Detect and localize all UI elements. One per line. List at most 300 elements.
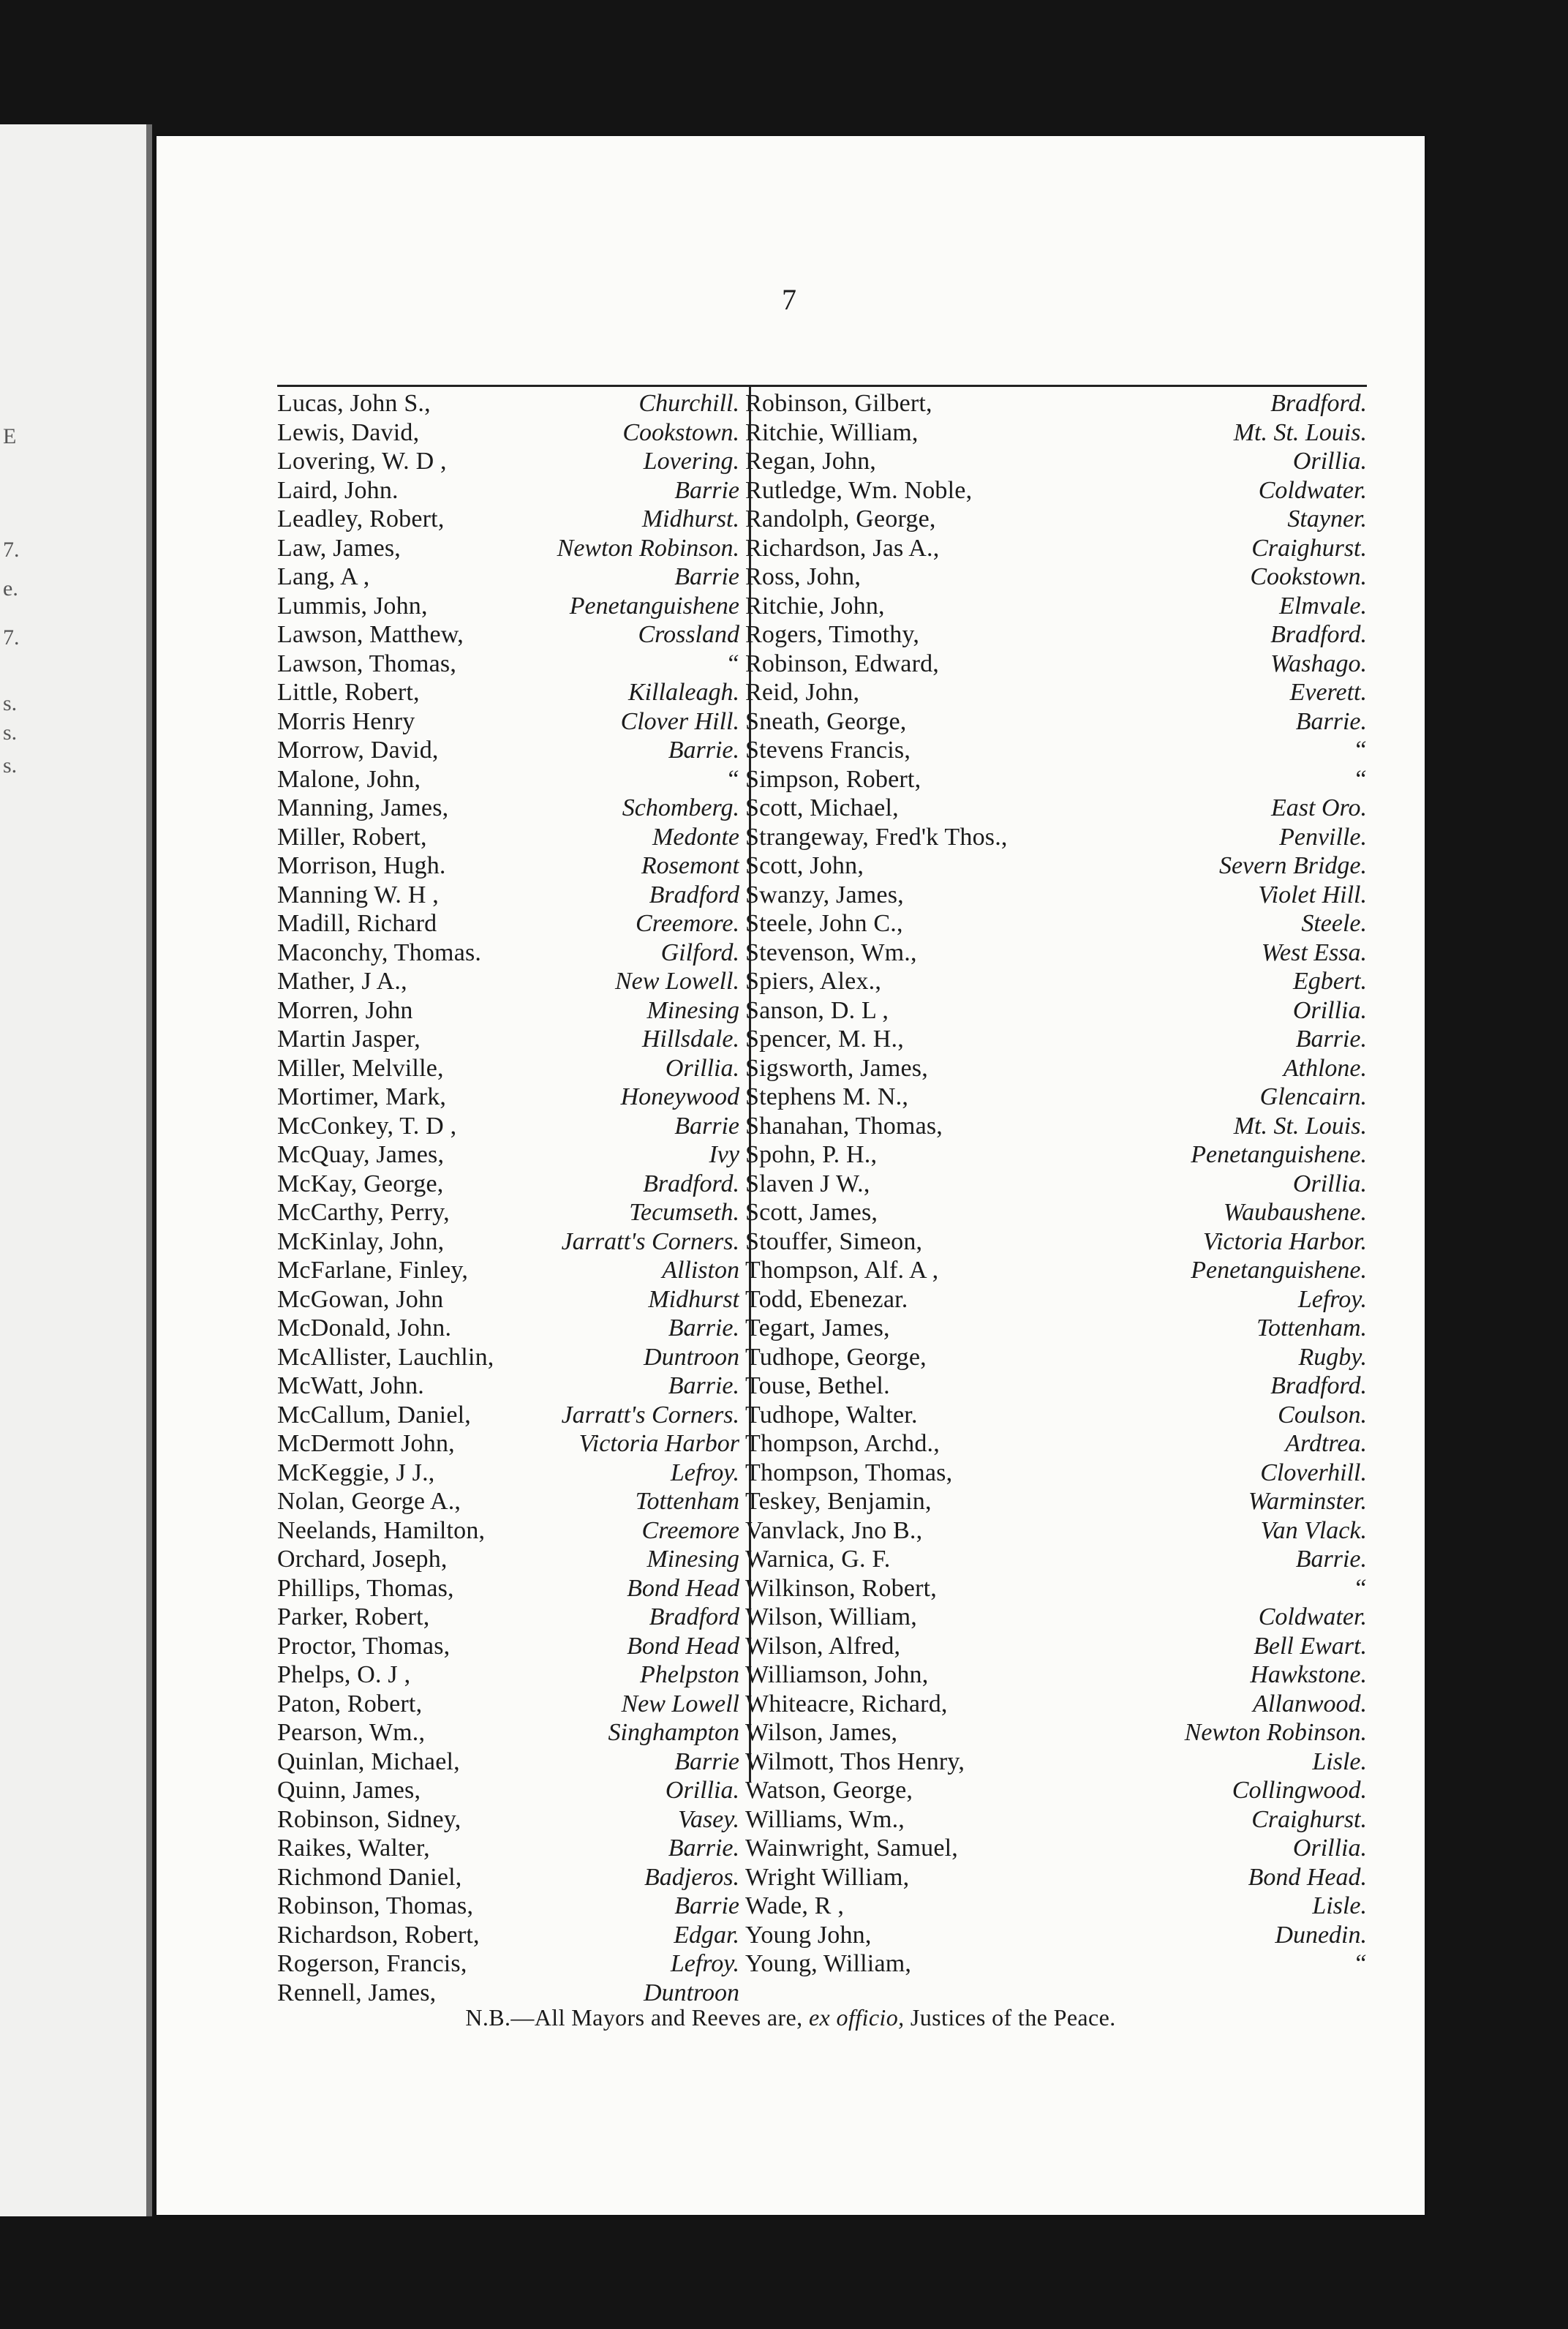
- place-name: Cloverhill.: [1260, 1459, 1367, 1486]
- list-item: [745, 1459, 1367, 1488]
- list-item: [277, 1660, 739, 1690]
- list-item: [277, 1747, 739, 1777]
- person-name: Strangeway, Fred'k Thos.,: [745, 823, 1008, 851]
- person-name: Scott, John,: [745, 852, 864, 879]
- footnote: [157, 2004, 1425, 2031]
- person-name: Thompson, Thomas,: [745, 1459, 953, 1486]
- list-item: [745, 534, 1367, 563]
- list-item: [277, 1285, 739, 1314]
- place-name: Coulson.: [1278, 1401, 1367, 1429]
- place-name: “: [1353, 1574, 1367, 1602]
- place-name: Orillia.: [1292, 1170, 1367, 1197]
- person-name: Law, James,: [277, 534, 401, 562]
- place-name: Creemore: [641, 1516, 739, 1544]
- place-name: Bradford.: [643, 1170, 739, 1197]
- list-item: [745, 563, 1367, 592]
- list-item: [745, 1170, 1367, 1199]
- list-item: [745, 505, 1367, 534]
- list-item: [277, 1603, 739, 1632]
- list-item: [745, 620, 1367, 650]
- place-name: Minesing: [647, 996, 739, 1024]
- place-name: Tecumseth.: [629, 1199, 739, 1226]
- list-item: [745, 1429, 1367, 1459]
- place-name: Violet Hill.: [1258, 881, 1367, 908]
- person-name: Spencer, M. H.,: [745, 1026, 904, 1053]
- person-name: McAllister, Lauchlin,: [277, 1343, 494, 1371]
- list-item: [745, 765, 1367, 794]
- list-item: [745, 1401, 1367, 1430]
- footnote-italic: ex officio,: [808, 2004, 905, 2031]
- list-item: [745, 1949, 1367, 1979]
- facing-page: [0, 124, 152, 2216]
- list-item: [277, 909, 739, 938]
- place-name: Orillia.: [665, 1054, 739, 1082]
- place-name: Coldwater.: [1258, 476, 1367, 504]
- place-name: Allanwood.: [1253, 1690, 1367, 1717]
- person-name: McDermott John,: [277, 1430, 455, 1457]
- person-name: Lawson, Thomas,: [277, 650, 457, 677]
- place-name: Schomberg.: [622, 794, 739, 821]
- place-name: Cookstown.: [622, 418, 739, 446]
- list-item: [277, 1429, 739, 1459]
- person-name: Pearson, Wm.,: [277, 1719, 426, 1746]
- list-item: [745, 1314, 1367, 1343]
- person-name: Ross, John,: [745, 563, 862, 590]
- person-name: Quinlan, Michael,: [277, 1747, 460, 1775]
- person-name: Orchard, Joseph,: [277, 1546, 448, 1573]
- person-name: Vanvlack, Jno B.,: [745, 1516, 923, 1544]
- place-name: Glencairn.: [1259, 1083, 1367, 1110]
- place-name: Ardtrea.: [1285, 1430, 1367, 1457]
- list-item: [745, 1747, 1367, 1777]
- person-name: Martin Jasper,: [277, 1026, 421, 1053]
- margin-fragment: E: [3, 424, 17, 448]
- list-item: [277, 1314, 739, 1343]
- person-name: Regan, John,: [745, 448, 876, 475]
- list-item: [745, 1776, 1367, 1805]
- person-name: Tudhope, Walter.: [745, 1401, 918, 1429]
- list-item: [745, 650, 1367, 679]
- person-name: Parker, Robert,: [277, 1603, 430, 1630]
- person-name: Williams, Wm.,: [745, 1805, 905, 1833]
- list-item: [277, 1198, 739, 1227]
- place-name: “: [1353, 737, 1367, 764]
- place-name: Medonte: [652, 823, 739, 851]
- person-name: Whiteacre, Richard,: [745, 1690, 948, 1717]
- place-name: Newton Robinson.: [1184, 1719, 1367, 1746]
- place-name: Elmvale.: [1279, 592, 1367, 620]
- list-item: [277, 1083, 739, 1112]
- place-name: Lefroy.: [1297, 1285, 1367, 1313]
- person-name: McDonald, John.: [277, 1314, 452, 1342]
- place-name: Tottenham: [635, 1488, 739, 1515]
- list-item: [745, 881, 1367, 910]
- person-name: Raikes, Walter,: [277, 1835, 430, 1862]
- person-name: Little, Robert,: [277, 679, 420, 706]
- place-name: Bradford.: [1270, 621, 1367, 648]
- place-name: Lovering.: [643, 448, 739, 475]
- person-name: Sneath, George,: [745, 707, 907, 735]
- facing-page-gutter: [146, 124, 152, 2216]
- place-name: Bond Head: [627, 1632, 739, 1660]
- margin-fragment: 7.: [3, 625, 20, 650]
- list-item: [277, 881, 739, 910]
- person-name: Leadley, Robert,: [277, 505, 445, 533]
- place-name: Barrie: [674, 1112, 739, 1140]
- person-name: Stouffer, Simeon,: [745, 1227, 923, 1255]
- place-name: Lisle.: [1312, 1892, 1367, 1919]
- place-name: Bradford.: [1270, 390, 1367, 417]
- person-name: Teskey, Benjamin,: [745, 1488, 932, 1515]
- list-item: [745, 707, 1367, 737]
- list-item: [745, 678, 1367, 707]
- list-item: [745, 1487, 1367, 1516]
- person-name: Paton, Robert,: [277, 1690, 423, 1717]
- person-name: Touse, Bethel.: [745, 1372, 890, 1399]
- list-item: [745, 1718, 1367, 1747]
- person-name: McKinlay, John,: [277, 1227, 445, 1255]
- person-name: Watson, George,: [745, 1777, 913, 1804]
- list-item: [745, 1198, 1367, 1227]
- place-name: Barrie.: [668, 1314, 739, 1342]
- list-item: [277, 1025, 739, 1054]
- person-name: Lovering, W. D ,: [277, 448, 447, 475]
- margin-fragment: 7.: [3, 538, 20, 562]
- place-name: Bond Head: [627, 1574, 739, 1602]
- place-name: “: [725, 650, 739, 677]
- place-name: Penville.: [1279, 823, 1367, 851]
- place-name: Barrie.: [668, 737, 739, 764]
- list-item: [277, 794, 739, 823]
- person-name: Stevens Francis,: [745, 737, 911, 764]
- person-name: Robinson, Sidney,: [277, 1805, 461, 1833]
- person-name: Morrow, David,: [277, 737, 439, 764]
- list-item: [277, 1979, 739, 2008]
- person-name: Wainwright, Samuel,: [745, 1835, 958, 1862]
- place-name: Duntroon: [644, 1979, 739, 2006]
- place-name: Bradford.: [1270, 1372, 1367, 1399]
- person-name: Shanahan, Thomas,: [745, 1112, 943, 1140]
- list-item: [277, 563, 739, 592]
- place-name: Severn Bridge.: [1218, 852, 1367, 879]
- place-name: Honeywood: [620, 1083, 739, 1110]
- list-item: [745, 1921, 1367, 1950]
- place-name: Crossland: [638, 621, 739, 648]
- margin-fragment: s.: [3, 720, 18, 745]
- place-name: East Oro.: [1271, 794, 1367, 821]
- person-name: Todd, Ebenezar.: [745, 1285, 908, 1313]
- person-name: Steele, John C.,: [745, 910, 903, 937]
- place-name: Craighurst.: [1251, 534, 1367, 562]
- person-name: Young John,: [745, 1921, 872, 1949]
- margin-fragment: s.: [3, 691, 18, 715]
- place-name: Minesing: [647, 1546, 739, 1573]
- person-name: Rutledge, Wm. Noble,: [745, 476, 973, 504]
- person-name: McConkey, T. D ,: [277, 1112, 457, 1140]
- place-name: Craighurst.: [1251, 1805, 1367, 1833]
- place-name: Phelpston: [640, 1661, 739, 1688]
- person-name: Randolph, George,: [745, 505, 936, 533]
- person-name: Wilson, William,: [745, 1603, 917, 1630]
- right-column-list: [745, 389, 1367, 1979]
- place-name: Penetanguishene.: [1191, 1141, 1367, 1168]
- place-name: Mt. St. Louis.: [1233, 1112, 1367, 1140]
- place-name: Bond Head.: [1248, 1863, 1367, 1891]
- person-name: Maconchy, Thomas.: [277, 938, 482, 966]
- list-item: [745, 909, 1367, 938]
- footnote-prefix: N.B.—All Mayors and Reeves are,: [465, 2004, 803, 2031]
- list-item: [277, 620, 739, 650]
- list-item: [277, 1256, 739, 1285]
- place-name: Barrie.: [1295, 707, 1367, 735]
- place-name: Stayner.: [1287, 505, 1367, 533]
- person-name: Scott, Michael,: [745, 794, 899, 821]
- person-name: Scott, James,: [745, 1199, 878, 1226]
- place-name: Edgar.: [674, 1921, 739, 1949]
- person-name: Simpson, Robert,: [745, 765, 921, 793]
- place-name: Singhampton: [608, 1719, 739, 1746]
- person-name: Rogers, Timothy,: [745, 621, 920, 648]
- list-item: [745, 1690, 1367, 1719]
- document-page: [157, 136, 1425, 2215]
- person-name: Lummis, John,: [277, 592, 428, 620]
- place-name: Orillia.: [1292, 448, 1367, 475]
- place-name: Cookstown.: [1250, 563, 1367, 590]
- place-name: Midhurst.: [641, 505, 739, 533]
- list-item: [277, 1632, 739, 1661]
- person-name: Williamson, John,: [745, 1661, 929, 1688]
- list-item: [745, 851, 1367, 881]
- list-item: [277, 1459, 739, 1488]
- list-item: [277, 967, 739, 996]
- place-name: Dunedin.: [1275, 1921, 1367, 1949]
- place-name: “: [1353, 765, 1367, 793]
- list-item: [277, 1487, 739, 1516]
- list-item: [745, 1025, 1367, 1054]
- list-item: [745, 1140, 1367, 1170]
- person-name: Morrison, Hugh.: [277, 852, 446, 879]
- list-item: [745, 794, 1367, 823]
- place-name: Lisle.: [1312, 1747, 1367, 1775]
- list-item: [745, 389, 1367, 418]
- list-item: [277, 1545, 739, 1574]
- list-item: [277, 1372, 739, 1401]
- person-name: Richardson, Robert,: [277, 1921, 480, 1949]
- person-name: Spiers, Alex.,: [745, 968, 882, 995]
- list-item: [745, 1112, 1367, 1141]
- person-name: Mortimer, Mark,: [277, 1083, 447, 1110]
- person-name: Phelps, O. J ,: [277, 1661, 411, 1688]
- place-name: Rugby.: [1298, 1343, 1367, 1371]
- person-name: Miller, Melville,: [277, 1054, 444, 1082]
- place-name: Vasey.: [677, 1805, 739, 1833]
- person-name: Quinn, James,: [277, 1777, 421, 1804]
- list-item: [745, 1834, 1367, 1863]
- list-item: [277, 851, 739, 881]
- person-name: Rennell, James,: [277, 1979, 437, 2006]
- place-name: Orillia.: [1292, 996, 1367, 1024]
- place-name: Barrie.: [1295, 1546, 1367, 1573]
- place-name: Badjeros.: [644, 1863, 739, 1891]
- place-name: Hillsdale.: [641, 1026, 739, 1053]
- list-item: [745, 1574, 1367, 1603]
- list-item: [745, 1372, 1367, 1401]
- list-item: [277, 765, 739, 794]
- list-item: [277, 1170, 739, 1199]
- person-name: Morren, John: [277, 996, 413, 1024]
- person-name: Thompson, Archd.,: [745, 1430, 940, 1457]
- place-name: Orillia.: [665, 1777, 739, 1804]
- person-name: Lucas, John S.,: [277, 390, 431, 417]
- list-item: [277, 650, 739, 679]
- person-name: Thompson, Alf. A ,: [745, 1257, 939, 1284]
- margin-fragment: s.: [3, 753, 18, 778]
- list-item: [277, 418, 739, 448]
- person-name: Lang, A ,: [277, 563, 370, 590]
- list-item: [277, 736, 739, 765]
- list-item: [277, 1140, 739, 1170]
- place-name: Victoria Harbor: [578, 1430, 739, 1457]
- person-name: Wilmott, Thos Henry,: [745, 1747, 965, 1775]
- place-name: Bradford: [649, 881, 739, 908]
- place-name: Duntroon: [644, 1343, 739, 1371]
- list-item: [745, 1227, 1367, 1257]
- person-name: Wright William,: [745, 1863, 910, 1891]
- person-name: Sanson, D. L ,: [745, 996, 889, 1024]
- place-name: Bradford: [649, 1603, 739, 1630]
- person-name: Slaven J W.,: [745, 1170, 870, 1197]
- person-name: Robinson, Gilbert,: [745, 390, 932, 417]
- place-name: Collingwood.: [1232, 1777, 1367, 1804]
- list-item: [745, 1285, 1367, 1314]
- place-name: Washago.: [1270, 650, 1367, 677]
- list-item: [277, 1401, 739, 1430]
- list-item: [277, 1718, 739, 1747]
- place-name: Newton Robinson.: [557, 534, 739, 562]
- list-item: [277, 1574, 739, 1603]
- left-column-list: [277, 389, 739, 2007]
- list-item: [277, 505, 739, 534]
- place-name: Athlone.: [1283, 1054, 1367, 1082]
- person-name: Tegart, James,: [745, 1314, 890, 1342]
- place-name: Barrie: [674, 1892, 739, 1919]
- place-name: Barrie: [674, 1747, 739, 1775]
- place-name: Lefroy.: [670, 1950, 739, 1977]
- margin-fragment: e.: [3, 576, 18, 601]
- person-name: McWatt, John.: [277, 1372, 425, 1399]
- person-name: Mather, J A.,: [277, 968, 407, 995]
- list-item: [745, 996, 1367, 1026]
- person-name: Morris Henry: [277, 707, 415, 735]
- person-name: McKay, George,: [277, 1170, 444, 1197]
- list-item: [745, 1343, 1367, 1372]
- person-name: Laird, John.: [277, 476, 399, 504]
- place-name: Gilford.: [660, 938, 739, 966]
- person-name: Wilson, James,: [745, 1719, 898, 1746]
- person-name: Tudhope, George,: [745, 1343, 927, 1371]
- person-name: Manning, James,: [277, 794, 449, 821]
- person-name: Stevenson, Wm.,: [745, 938, 917, 966]
- list-item: [745, 823, 1367, 852]
- list-item: [277, 823, 739, 852]
- place-name: Penetanguishene: [569, 592, 739, 620]
- list-item: [277, 476, 739, 505]
- page-number: 7: [782, 283, 796, 316]
- list-item: [277, 996, 739, 1026]
- person-name: Young, William,: [745, 1950, 912, 1977]
- list-item: [277, 707, 739, 737]
- list-item: [277, 1343, 739, 1372]
- place-name: Mt. St. Louis.: [1233, 418, 1367, 446]
- list-item: [277, 1834, 739, 1863]
- person-name: Manning W. H ,: [277, 881, 439, 908]
- person-name: Madill, Richard: [277, 910, 437, 937]
- footnote-suffix: Justices of the Peace.: [910, 2004, 1116, 2031]
- place-name: Barrie.: [1295, 1026, 1367, 1053]
- place-name: Van Vlack.: [1260, 1516, 1367, 1544]
- person-name: Miller, Robert,: [277, 823, 427, 851]
- place-name: Midhurst: [648, 1285, 739, 1313]
- person-name: Ritchie, John,: [745, 592, 885, 620]
- list-item: [277, 678, 739, 707]
- list-item: [277, 1227, 739, 1257]
- place-name: Creemore.: [636, 910, 739, 937]
- person-name: McFarlane, Finley,: [277, 1257, 469, 1284]
- list-item: [745, 1603, 1367, 1632]
- list-item: [277, 1863, 739, 1892]
- place-name: Lefroy.: [670, 1459, 739, 1486]
- person-name: Neelands, Hamilton,: [277, 1516, 486, 1544]
- place-name: Coldwater.: [1258, 1603, 1367, 1630]
- place-name: Steele.: [1301, 910, 1367, 937]
- place-name: Victoria Harbor.: [1202, 1227, 1367, 1255]
- person-name: Swanzy, James,: [745, 881, 904, 908]
- list-item: [277, 389, 739, 418]
- list-item: [745, 1054, 1367, 1083]
- person-name: McGowan, John: [277, 1285, 444, 1313]
- list-item: [745, 1660, 1367, 1690]
- list-item: [745, 1545, 1367, 1574]
- person-name: Spohn, P. H.,: [745, 1141, 878, 1168]
- place-name: Warminster.: [1248, 1488, 1367, 1515]
- person-name: Wilkinson, Robert,: [745, 1574, 937, 1602]
- header-rule: [277, 385, 1367, 387]
- place-name: Killaleagh.: [627, 679, 739, 706]
- place-name: Waubaushene.: [1223, 1199, 1367, 1226]
- place-name: Barrie: [674, 476, 739, 504]
- place-name: Tottenham.: [1256, 1314, 1367, 1342]
- place-name: Egbert.: [1292, 968, 1367, 995]
- list-item: [277, 1690, 739, 1719]
- person-name: McQuay, James,: [277, 1141, 445, 1168]
- place-name: Jarratt's Corners.: [561, 1401, 739, 1429]
- list-item: [277, 592, 739, 621]
- place-name: New Lowell.: [614, 968, 739, 995]
- list-item: [745, 1632, 1367, 1661]
- list-item: [745, 1892, 1367, 1921]
- list-item: [277, 1516, 739, 1546]
- list-item: [277, 1112, 739, 1141]
- list-item: [277, 1892, 739, 1921]
- list-item: [277, 1949, 739, 1979]
- person-name: Richmond Daniel,: [277, 1863, 462, 1891]
- place-name: Clover Hill.: [620, 707, 739, 735]
- list-item: [277, 1921, 739, 1950]
- list-item: [745, 1256, 1367, 1285]
- place-name: Ivy: [709, 1141, 739, 1168]
- place-name: West Essa.: [1261, 938, 1367, 966]
- person-name: Malone, John,: [277, 765, 421, 793]
